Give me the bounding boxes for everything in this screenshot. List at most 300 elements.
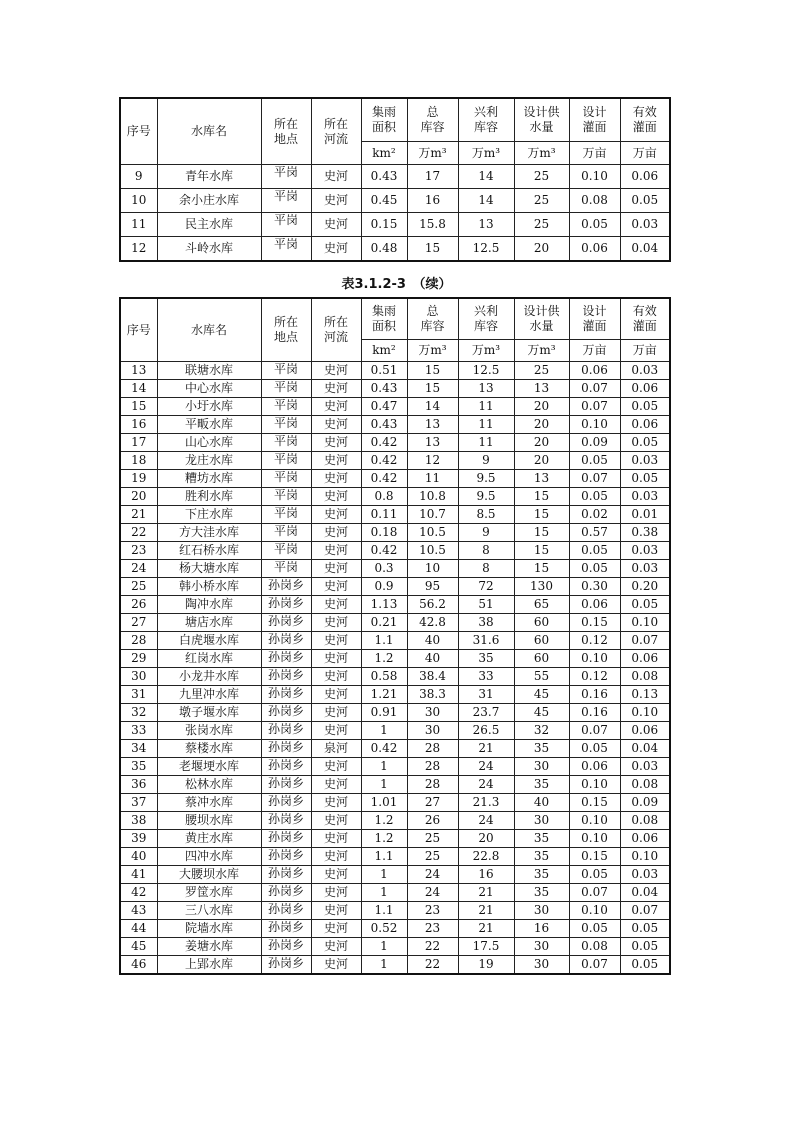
- header-name: 水库名: [157, 98, 261, 165]
- cell-river: 史河: [311, 956, 361, 975]
- cell-location: 孙岗乡: [261, 740, 311, 758]
- cell-catchment: 1.13: [361, 596, 407, 614]
- table-row: [120, 189, 670, 213]
- cell-total-capacity: 40: [407, 650, 458, 668]
- cell-catchment: 0.42: [361, 542, 407, 560]
- cell-catchment: 0.3: [361, 560, 407, 578]
- cell-design-irrigation: 0.57: [569, 524, 620, 542]
- cell-location: 孙岗乡: [261, 668, 311, 686]
- cell-seq: 20: [120, 488, 157, 506]
- cell-total-capacity: 15.8: [407, 213, 458, 237]
- cell-catchment: 0.15: [361, 213, 407, 237]
- cell-name: 上郢水库: [157, 956, 261, 975]
- header-supply: 设计供 水量: [514, 298, 569, 340]
- cell-design-irrigation: 0.06: [569, 237, 620, 262]
- cell-supply: 25: [514, 362, 569, 380]
- unit-design-irrigation: 万亩: [569, 340, 620, 362]
- cell-name: 韩小桥水库: [157, 578, 261, 596]
- cell-name: 白虎堰水库: [157, 632, 261, 650]
- cell-total-capacity: 30: [407, 722, 458, 740]
- cell-design-irrigation: 0.08: [569, 938, 620, 956]
- cell-name: 民主水库: [157, 213, 261, 237]
- cell-name: 中心水库: [157, 380, 261, 398]
- cell-name: 张岗水库: [157, 722, 261, 740]
- cell-location: 平岗: [261, 542, 311, 560]
- cell-seq: 38: [120, 812, 157, 830]
- cell-river: 史河: [311, 165, 361, 189]
- cell-river: 史河: [311, 776, 361, 794]
- cell-catchment: 0.43: [361, 416, 407, 434]
- cell-design-irrigation: 0.10: [569, 776, 620, 794]
- table-row: [120, 776, 670, 794]
- cell-supply: 20: [514, 434, 569, 452]
- cell-river: 史河: [311, 578, 361, 596]
- cell-supply: 30: [514, 902, 569, 920]
- cell-useful-capacity: 24: [458, 758, 514, 776]
- cell-useful-capacity: 11: [458, 398, 514, 416]
- cell-effective-irrigation: 0.08: [620, 668, 670, 686]
- header-location: 所在 地点: [261, 298, 311, 362]
- cell-name: 陶冲水库: [157, 596, 261, 614]
- cell-supply: 15: [514, 488, 569, 506]
- cell-useful-capacity: 72: [458, 578, 514, 596]
- cell-effective-irrigation: 0.06: [620, 165, 670, 189]
- cell-useful-capacity: 21: [458, 902, 514, 920]
- cell-useful-capacity: 12.5: [458, 362, 514, 380]
- cell-location: 孙岗乡: [261, 776, 311, 794]
- cell-location: 孙岗乡: [261, 884, 311, 902]
- cell-supply: 25: [514, 165, 569, 189]
- cell-supply: 35: [514, 740, 569, 758]
- cell-effective-irrigation: 0.05: [620, 398, 670, 416]
- cell-useful-capacity: 24: [458, 812, 514, 830]
- cell-total-capacity: 13: [407, 434, 458, 452]
- cell-seq: 25: [120, 578, 157, 596]
- table-row: [120, 866, 670, 884]
- cell-catchment: 1: [361, 722, 407, 740]
- cell-name: 院墙水库: [157, 920, 261, 938]
- cell-design-irrigation: 0.30: [569, 578, 620, 596]
- unit-catchment: km²: [361, 142, 407, 165]
- cell-river: 史河: [311, 902, 361, 920]
- cell-river: 史河: [311, 722, 361, 740]
- cell-total-capacity: 23: [407, 902, 458, 920]
- cell-useful-capacity: 21: [458, 740, 514, 758]
- cell-useful-capacity: 11: [458, 416, 514, 434]
- cell-effective-irrigation: 0.05: [620, 938, 670, 956]
- cell-design-irrigation: 0.05: [569, 488, 620, 506]
- cell-river: 史河: [311, 542, 361, 560]
- table-row: [120, 830, 670, 848]
- table-row: [120, 812, 670, 830]
- cell-useful-capacity: 13: [458, 380, 514, 398]
- cell-location: 孙岗乡: [261, 848, 311, 866]
- cell-design-irrigation: 0.10: [569, 830, 620, 848]
- cell-catchment: 1.2: [361, 812, 407, 830]
- cell-supply: 15: [514, 524, 569, 542]
- table-row: [120, 416, 670, 434]
- cell-total-capacity: 27: [407, 794, 458, 812]
- cell-effective-irrigation: 0.03: [620, 758, 670, 776]
- table-row: [120, 524, 670, 542]
- table-row: [120, 506, 670, 524]
- cell-effective-irrigation: 0.05: [620, 434, 670, 452]
- cell-catchment: 1.1: [361, 632, 407, 650]
- cell-effective-irrigation: 0.10: [620, 614, 670, 632]
- cell-catchment: 0.52: [361, 920, 407, 938]
- cell-useful-capacity: 8.5: [458, 506, 514, 524]
- cell-river: 史河: [311, 452, 361, 470]
- cell-location: 平岗: [261, 237, 311, 262]
- table-row: [120, 686, 670, 704]
- cell-catchment: 1: [361, 758, 407, 776]
- cell-location: 孙岗乡: [261, 596, 311, 614]
- cell-seq: 24: [120, 560, 157, 578]
- cell-supply: 20: [514, 398, 569, 416]
- cell-effective-irrigation: 0.05: [620, 470, 670, 488]
- cell-design-irrigation: 0.15: [569, 848, 620, 866]
- cell-design-irrigation: 0.06: [569, 596, 620, 614]
- cell-effective-irrigation: 0.03: [620, 560, 670, 578]
- cell-name: 联塘水库: [157, 362, 261, 380]
- cell-seq: 14: [120, 380, 157, 398]
- header-design-irrigation: 设计 灌面: [569, 298, 620, 340]
- cell-river: 史河: [311, 237, 361, 262]
- cell-location: 孙岗乡: [261, 704, 311, 722]
- cell-useful-capacity: 12.5: [458, 237, 514, 262]
- cell-seq: 9: [120, 165, 157, 189]
- cell-catchment: 0.58: [361, 668, 407, 686]
- cell-seq: 19: [120, 470, 157, 488]
- table-row: [120, 470, 670, 488]
- cell-design-irrigation: 0.05: [569, 866, 620, 884]
- cell-seq: 41: [120, 866, 157, 884]
- table-row: [120, 938, 670, 956]
- header-seq: 序号: [120, 298, 157, 362]
- cell-seq: 10: [120, 189, 157, 213]
- cell-supply: 25: [514, 189, 569, 213]
- header-seq: 序号: [120, 98, 157, 165]
- cell-design-irrigation: 0.06: [569, 758, 620, 776]
- cell-supply: 40: [514, 794, 569, 812]
- cell-name: 斗岭水库: [157, 237, 261, 262]
- cell-seq: 37: [120, 794, 157, 812]
- cell-seq: 31: [120, 686, 157, 704]
- cell-supply: 55: [514, 668, 569, 686]
- cell-river: 史河: [311, 686, 361, 704]
- cell-useful-capacity: 11: [458, 434, 514, 452]
- cell-name: 红岗水库: [157, 650, 261, 668]
- cell-supply: 45: [514, 704, 569, 722]
- cell-supply: 45: [514, 686, 569, 704]
- cell-seq: 27: [120, 614, 157, 632]
- cell-catchment: 0.42: [361, 740, 407, 758]
- cell-location: 孙岗乡: [261, 866, 311, 884]
- cell-catchment: 1: [361, 956, 407, 975]
- cell-river: 史河: [311, 380, 361, 398]
- cell-seq: 36: [120, 776, 157, 794]
- cell-seq: 11: [120, 213, 157, 237]
- table-row: [120, 758, 670, 776]
- cell-seq: 23: [120, 542, 157, 560]
- cell-catchment: 1.2: [361, 830, 407, 848]
- cell-location: 平岗: [261, 560, 311, 578]
- cell-effective-irrigation: 0.01: [620, 506, 670, 524]
- cell-effective-irrigation: 0.06: [620, 830, 670, 848]
- cell-name: 小圩水库: [157, 398, 261, 416]
- cell-useful-capacity: 35: [458, 650, 514, 668]
- cell-useful-capacity: 22.8: [458, 848, 514, 866]
- cell-effective-irrigation: 0.03: [620, 452, 670, 470]
- cell-supply: 15: [514, 560, 569, 578]
- cell-seq: 34: [120, 740, 157, 758]
- cell-catchment: 0.43: [361, 165, 407, 189]
- cell-river: 史河: [311, 704, 361, 722]
- cell-effective-irrigation: 0.10: [620, 848, 670, 866]
- cell-location: 平岗: [261, 189, 311, 213]
- cell-total-capacity: 13: [407, 416, 458, 434]
- table-caption: 表3.1.2-3 （续）: [341, 277, 452, 292]
- cell-design-irrigation: 0.15: [569, 794, 620, 812]
- unit-total-capacity: 万m³: [407, 340, 458, 362]
- cell-catchment: 0.42: [361, 434, 407, 452]
- unit-effective-irrigation: 万亩: [620, 340, 670, 362]
- cell-catchment: 0.42: [361, 452, 407, 470]
- cell-seq: 15: [120, 398, 157, 416]
- cell-river: 史河: [311, 434, 361, 452]
- cell-location: 平岗: [261, 434, 311, 452]
- table-row: [120, 398, 670, 416]
- cell-total-capacity: 42.8: [407, 614, 458, 632]
- cell-supply: 35: [514, 776, 569, 794]
- cell-river: 史河: [311, 668, 361, 686]
- table-row: [120, 560, 670, 578]
- cell-location: 孙岗乡: [261, 794, 311, 812]
- cell-catchment: 1.1: [361, 902, 407, 920]
- cell-total-capacity: 10.7: [407, 506, 458, 524]
- cell-catchment: 0.47: [361, 398, 407, 416]
- cell-supply: 35: [514, 884, 569, 902]
- cell-seq: 33: [120, 722, 157, 740]
- cell-effective-irrigation: 0.07: [620, 632, 670, 650]
- cell-name: 蔡楼水库: [157, 740, 261, 758]
- cell-design-irrigation: 0.15: [569, 614, 620, 632]
- cell-location: 孙岗乡: [261, 632, 311, 650]
- table-row: [120, 165, 670, 189]
- cell-effective-irrigation: 0.06: [620, 650, 670, 668]
- cell-total-capacity: 22: [407, 938, 458, 956]
- cell-seq: 17: [120, 434, 157, 452]
- cell-location: 平岗: [261, 380, 311, 398]
- cell-river: 史河: [311, 560, 361, 578]
- table-row: [120, 452, 670, 470]
- cell-name: 糟坊水库: [157, 470, 261, 488]
- cell-catchment: 0.91: [361, 704, 407, 722]
- cell-supply: 30: [514, 956, 569, 975]
- cell-location: 孙岗乡: [261, 758, 311, 776]
- cell-supply: 13: [514, 470, 569, 488]
- cell-river: 史河: [311, 596, 361, 614]
- cell-river: 史河: [311, 650, 361, 668]
- cell-river: 史河: [311, 614, 361, 632]
- cell-name: 大腰坝水库: [157, 866, 261, 884]
- table-row: [120, 488, 670, 506]
- cell-design-irrigation: 0.12: [569, 632, 620, 650]
- unit-total-capacity: 万m³: [407, 142, 458, 165]
- header-effective-irrigation: 有效 灌面: [620, 98, 670, 142]
- table-row: [120, 956, 670, 975]
- cell-design-irrigation: 0.07: [569, 884, 620, 902]
- cell-useful-capacity: 13: [458, 213, 514, 237]
- cell-river: 史河: [311, 524, 361, 542]
- cell-design-irrigation: 0.05: [569, 542, 620, 560]
- cell-location: 平岗: [261, 506, 311, 524]
- cell-location: 孙岗乡: [261, 812, 311, 830]
- cell-supply: 32: [514, 722, 569, 740]
- cell-location: 孙岗乡: [261, 956, 311, 975]
- cell-total-capacity: 22: [407, 956, 458, 975]
- table-row: [120, 740, 670, 758]
- unit-supply: 万m³: [514, 340, 569, 362]
- cell-design-irrigation: 0.09: [569, 434, 620, 452]
- cell-river: 史河: [311, 866, 361, 884]
- cell-total-capacity: 28: [407, 740, 458, 758]
- table-row: [120, 902, 670, 920]
- cell-location: 平岗: [261, 452, 311, 470]
- cell-river: 史河: [311, 920, 361, 938]
- table-row: [120, 596, 670, 614]
- cell-supply: 30: [514, 812, 569, 830]
- cell-name: 姜塘水库: [157, 938, 261, 956]
- cell-seq: 13: [120, 362, 157, 380]
- cell-effective-irrigation: 0.03: [620, 213, 670, 237]
- cell-supply: 60: [514, 650, 569, 668]
- cell-total-capacity: 56.2: [407, 596, 458, 614]
- cell-total-capacity: 23: [407, 920, 458, 938]
- cell-river: 泉河: [311, 740, 361, 758]
- cell-river: 史河: [311, 884, 361, 902]
- cell-design-irrigation: 0.16: [569, 686, 620, 704]
- cell-name: 红石桥水库: [157, 542, 261, 560]
- cell-design-irrigation: 0.10: [569, 165, 620, 189]
- cell-supply: 35: [514, 830, 569, 848]
- cell-effective-irrigation: 0.04: [620, 740, 670, 758]
- header-effective-irrigation: 有效 灌面: [620, 298, 670, 340]
- cell-effective-irrigation: 0.08: [620, 812, 670, 830]
- cell-effective-irrigation: 0.03: [620, 488, 670, 506]
- cell-total-capacity: 38.4: [407, 668, 458, 686]
- cell-river: 史河: [311, 938, 361, 956]
- cell-effective-irrigation: 0.04: [620, 884, 670, 902]
- cell-catchment: 1.21: [361, 686, 407, 704]
- cell-location: 孙岗乡: [261, 614, 311, 632]
- unit-catchment: km²: [361, 340, 407, 362]
- cell-useful-capacity: 26.5: [458, 722, 514, 740]
- header-river: 所在 河流: [311, 98, 361, 165]
- table-row: [120, 794, 670, 812]
- cell-name: 下庄水库: [157, 506, 261, 524]
- cell-total-capacity: 15: [407, 362, 458, 380]
- cell-useful-capacity: 21: [458, 884, 514, 902]
- cell-total-capacity: 15: [407, 380, 458, 398]
- reservoir-table-part2: [119, 297, 671, 975]
- cell-catchment: 0.42: [361, 470, 407, 488]
- cell-useful-capacity: 9.5: [458, 488, 514, 506]
- cell-total-capacity: 95: [407, 578, 458, 596]
- cell-seq: 43: [120, 902, 157, 920]
- cell-name: 九里冲水库: [157, 686, 261, 704]
- cell-total-capacity: 25: [407, 830, 458, 848]
- cell-useful-capacity: 24: [458, 776, 514, 794]
- cell-supply: 30: [514, 758, 569, 776]
- cell-catchment: 0.8: [361, 488, 407, 506]
- cell-supply: 20: [514, 416, 569, 434]
- header-total-capacity: 总 库容: [407, 98, 458, 142]
- cell-catchment: 1: [361, 776, 407, 794]
- cell-useful-capacity: 19: [458, 956, 514, 975]
- cell-effective-irrigation: 0.20: [620, 578, 670, 596]
- cell-design-irrigation: 0.07: [569, 956, 620, 975]
- unit-design-irrigation: 万亩: [569, 142, 620, 165]
- cell-name: 罗筐水库: [157, 884, 261, 902]
- cell-supply: 30: [514, 938, 569, 956]
- cell-useful-capacity: 16: [458, 866, 514, 884]
- table-row: [120, 704, 670, 722]
- cell-river: 史河: [311, 470, 361, 488]
- cell-location: 平岗: [261, 213, 311, 237]
- cell-useful-capacity: 51: [458, 596, 514, 614]
- cell-useful-capacity: 31.6: [458, 632, 514, 650]
- cell-seq: 12: [120, 237, 157, 262]
- cell-seq: 40: [120, 848, 157, 866]
- cell-useful-capacity: 20: [458, 830, 514, 848]
- table-row: [120, 632, 670, 650]
- cell-effective-irrigation: 0.03: [620, 866, 670, 884]
- cell-useful-capacity: 21.3: [458, 794, 514, 812]
- cell-catchment: 0.21: [361, 614, 407, 632]
- cell-effective-irrigation: 0.13: [620, 686, 670, 704]
- cell-useful-capacity: 38: [458, 614, 514, 632]
- header-river: 所在 河流: [311, 298, 361, 362]
- reservoir-table-part1: [119, 97, 671, 262]
- table-row: [120, 542, 670, 560]
- cell-seq: 21: [120, 506, 157, 524]
- cell-total-capacity: 24: [407, 866, 458, 884]
- cell-design-irrigation: 0.07: [569, 380, 620, 398]
- unit-useful-capacity: 万m³: [458, 340, 514, 362]
- cell-total-capacity: 10.5: [407, 542, 458, 560]
- cell-design-irrigation: 0.05: [569, 920, 620, 938]
- header-catchment: 集雨 面积: [361, 98, 407, 142]
- cell-total-capacity: 15: [407, 237, 458, 262]
- table-row: [120, 380, 670, 398]
- cell-location: 孙岗乡: [261, 650, 311, 668]
- cell-useful-capacity: 31: [458, 686, 514, 704]
- cell-total-capacity: 30: [407, 704, 458, 722]
- cell-location: 孙岗乡: [261, 686, 311, 704]
- cell-design-irrigation: 0.07: [569, 722, 620, 740]
- cell-river: 史河: [311, 189, 361, 213]
- cell-useful-capacity: 8: [458, 560, 514, 578]
- cell-useful-capacity: 17.5: [458, 938, 514, 956]
- cell-location: 平岗: [261, 524, 311, 542]
- cell-catchment: 0.45: [361, 189, 407, 213]
- cell-location: 平岗: [261, 488, 311, 506]
- cell-name: 余小庄水库: [157, 189, 261, 213]
- cell-design-irrigation: 0.05: [569, 560, 620, 578]
- cell-seq: 45: [120, 938, 157, 956]
- cell-total-capacity: 10.5: [407, 524, 458, 542]
